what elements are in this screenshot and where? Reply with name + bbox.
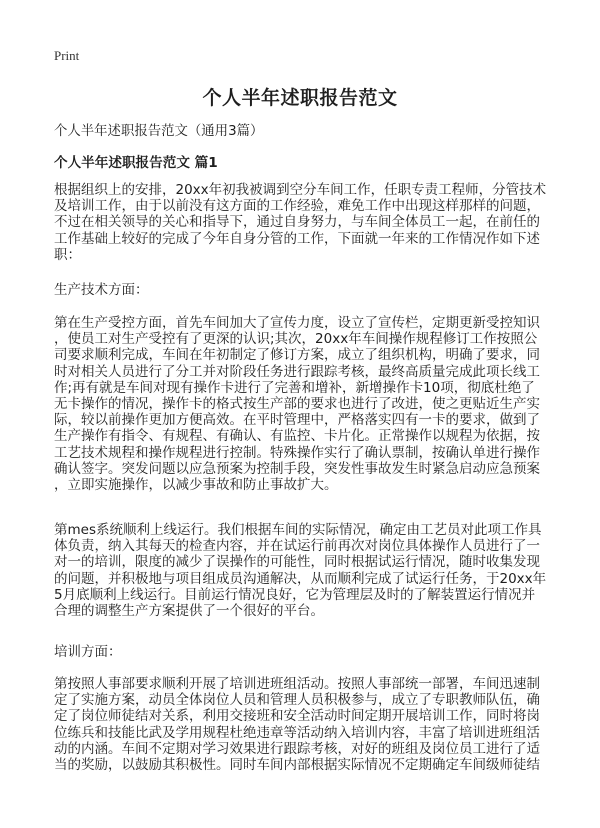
subsection-production bbox=[54, 282, 149, 298]
section-heading: 个人半年述职报告范文 篇1 bbox=[54, 155, 218, 171]
text-line: 5月底顺利上线运行。目前运行情况良好，它为管理层及时的了解装置运行情况并 bbox=[54, 586, 536, 603]
text-line: 定了岗位师徒结对关系，利用交接班和安全活动时间定期开展培训工作，同时将岗 bbox=[54, 708, 540, 725]
text-line: 对一的培训，限度的减少了误操作的可能性，同时根据试运行情况，随时收集发现 bbox=[54, 554, 540, 571]
text-line: 第按照人事部要求顺利开展了培训进班组活动。按照人事部统一部署，车间迅速制 bbox=[54, 676, 540, 692]
subsection-training bbox=[54, 644, 122, 660]
text-line: 位练兵和技能比武及学用规程杜绝违章等活动纳入培训内容，丰富了培训进班组活 bbox=[54, 724, 540, 741]
text-line: 时对相关人员进行了分工并对阶段任务进行跟踪考核，最终高质量完成此项长线工 bbox=[54, 363, 540, 380]
paragraph-intro bbox=[54, 182, 546, 263]
text-line: 工作基础上较好的完成了今年自身分管的工作，下面就一年来的工作情况作如下述 bbox=[54, 230, 540, 247]
text-line: 司要求顺利完成，车间在年初制定了修订方案，成立了组织机构，明确了要求，同 bbox=[54, 347, 540, 364]
paragraph-production-control bbox=[54, 315, 540, 493]
text-line: 作;再有就是车间对现有操作卡进行了完善和增补，新增操作卡10项，彻底杜绝了 bbox=[54, 379, 535, 396]
text-line: 根据组织上的安排，20xx年初我被调到空分车间工作，任职专责工程师，分管技术 bbox=[54, 182, 547, 198]
subsection-label: 培训方面： bbox=[54, 644, 122, 660]
text-line: 当的奖励，以鼓励其积极性。同时车间内部根据实际情况不定期确定车间级师徒结 bbox=[54, 756, 540, 773]
page-title: 个人半年述职报告范文 bbox=[202, 87, 398, 109]
paragraph-mes-system bbox=[54, 522, 546, 619]
text-line: 合理的调整生产方案提供了一个很好的平台。 bbox=[54, 602, 324, 619]
subsection-label: 生产技术方面： bbox=[54, 282, 149, 298]
text-line: 第mes系统顺利上线运行。我们根据车间的实际情况，确定由工艺员对此项工作具 bbox=[54, 522, 542, 538]
document-subtitle: 个人半年述职报告范文（通用3篇） bbox=[54, 124, 264, 139]
text-line: 定了实施方案，动员全体岗位人员和管理人员积极参与，成立了专职教师队伍，确 bbox=[54, 692, 540, 709]
print-link[interactable]: Print bbox=[54, 48, 80, 63]
text-line: 第在生产受控方面，首先车间加大了宣传力度，设立了宣传栏，定期更新受控知识 bbox=[54, 315, 540, 331]
text-line: 无卡操作的情况，操作卡的格式按生产部的要求也进行了改进，使之更贴近生产实 bbox=[54, 395, 540, 412]
text-line: 不过在相关领导的关心和指导下，通过自身努力，与车间全体员工一起，在前任的 bbox=[54, 214, 540, 231]
text-line: 生产操作有指令、有规程、有确认、有监控、卡片化。正常操作以规程为依据，按 bbox=[54, 428, 540, 445]
text-line: ，使员工对生产受控有了更深的认识;其次，20xx年车间操作规程修订工作按照公 bbox=[54, 331, 538, 348]
text-line: 及培训工作，由于以前没有这方面的工作经验，难免工作中出现这样那样的问题， bbox=[54, 198, 540, 215]
text-line: 职： bbox=[54, 246, 81, 263]
text-line: 确认签字。突发问题以应急预案为控制手段，突发性事故发生时紧急启动应急预案 bbox=[54, 460, 540, 477]
paragraph-training bbox=[54, 676, 540, 773]
text-line: ，立即实施操作，以减少事故和防止事故扩大。 bbox=[54, 476, 338, 493]
text-line: 际，较以前操作更加方便高效。在平时管理中，严格落实四有一卡的要求，做到了 bbox=[54, 412, 540, 429]
text-line: 动的内涵。车间不定期对学习效果进行跟踪考核，对好的班组及岗位员工进行了适 bbox=[54, 740, 540, 757]
text-line: 工艺技术规程和操作规程进行控制。特殊操作实行了确认票制，按确认单进行操作 bbox=[54, 444, 540, 461]
text-line: 体负责，纳入其每天的检查内容，并在试运行前再次对岗位具体操作人员进行了一 bbox=[54, 538, 540, 555]
text-line: 的问题，并积极地与项目组成员沟通解决，从而顺利完成了试运行任务，于20xx年 bbox=[54, 570, 547, 587]
